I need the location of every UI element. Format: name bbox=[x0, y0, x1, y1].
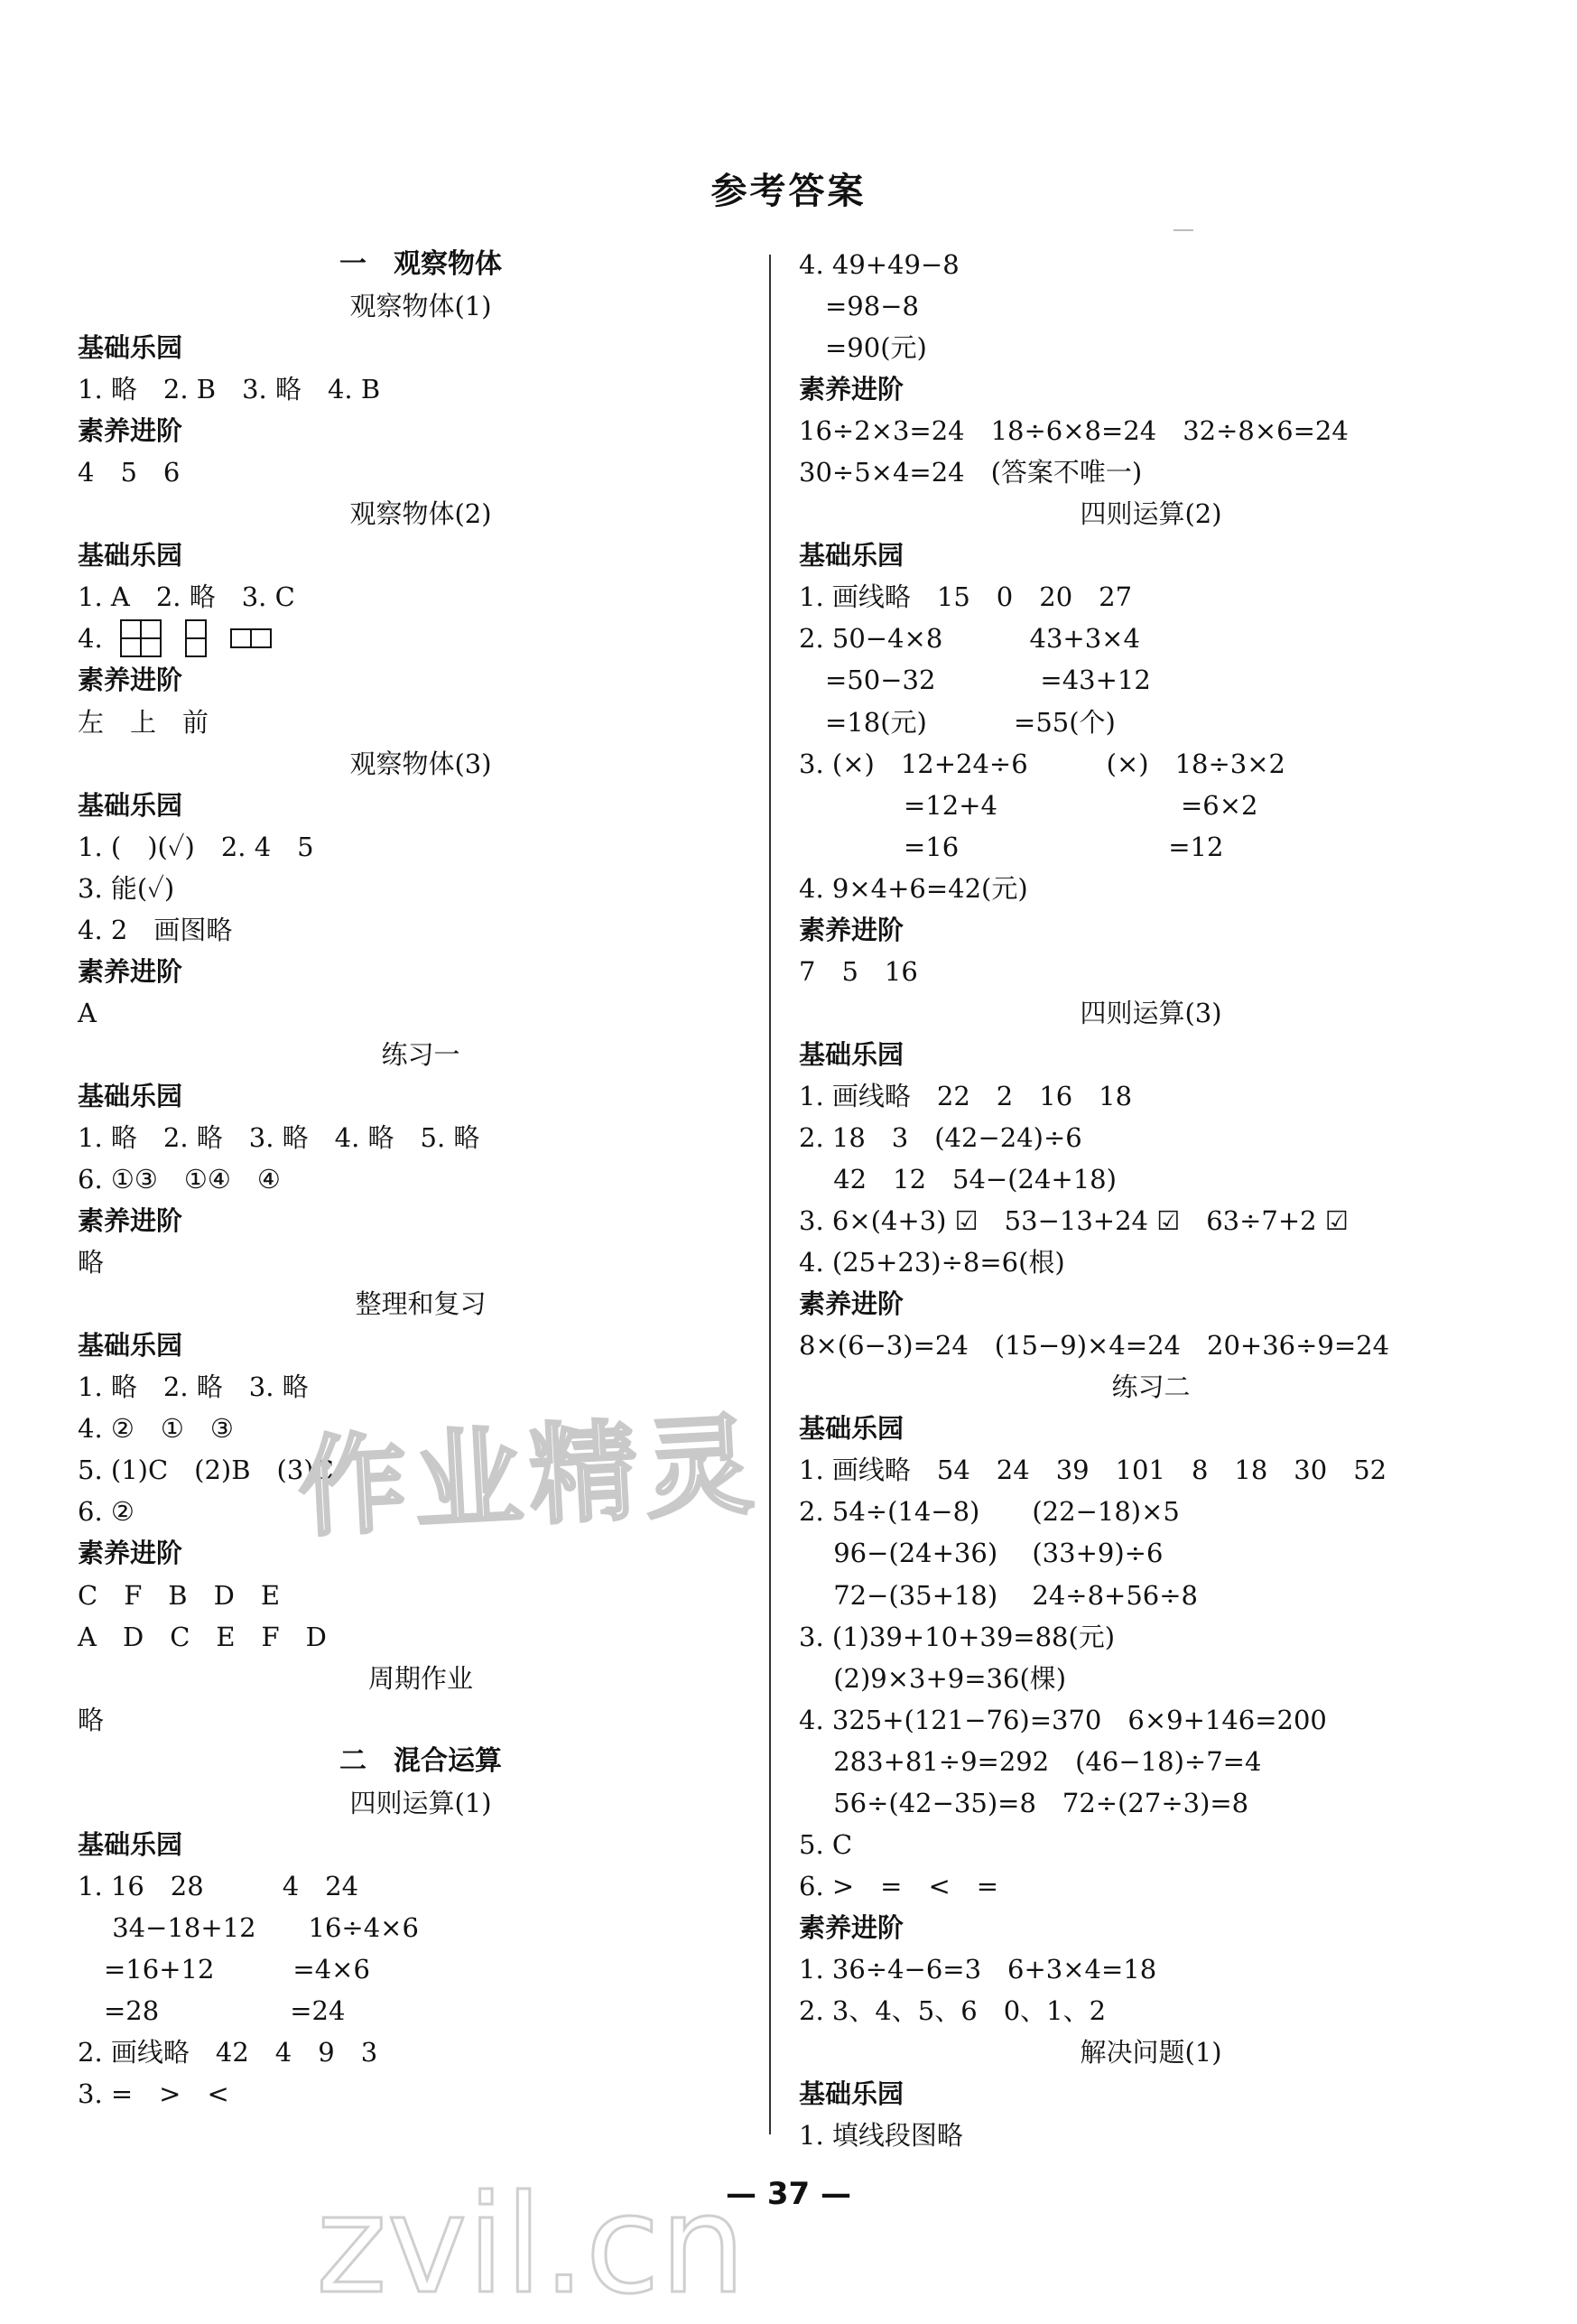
site-watermark: zvil.cn bbox=[316, 2167, 747, 2324]
right-column bbox=[799, 244, 1503, 2156]
answer-line: 1. 画线略 54 24 39 101 8 18 30 52 bbox=[799, 1455, 1387, 1486]
answer-line: 1. 略 2. 略 3. 略 bbox=[78, 1371, 309, 1403]
chapter-title: 二 混合运算 bbox=[339, 1744, 502, 1777]
answer-line: 1. 画线略 15 0 20 27 bbox=[799, 581, 1133, 613]
answer-line: (2)9×3+9=36(棵) bbox=[799, 1662, 1067, 1694]
answer-line: 5. C bbox=[799, 1828, 853, 1860]
column-divider bbox=[769, 255, 771, 2134]
section-title: 整理和复习 bbox=[355, 1288, 487, 1320]
grid-cell bbox=[141, 638, 161, 656]
section-title: 解决问题(1) bbox=[1080, 2037, 1222, 2068]
section-title: 周期作业 bbox=[367, 1662, 473, 1694]
answer-line: 2. 画线略 42 4 9 3 bbox=[78, 2037, 378, 2068]
answer-line: 8×(6−3)=24 (15−9)×4=24 20+36÷9=24 bbox=[799, 1330, 1390, 1362]
subsection-heading: 素养进阶 bbox=[78, 955, 183, 987]
answer-line: 42 12 54−(24+18) bbox=[799, 1164, 1117, 1195]
subsection-heading: 素养进阶 bbox=[799, 914, 904, 945]
answer-line: 1. 填线段图略 bbox=[799, 2120, 963, 2152]
page-number: — 37 — bbox=[726, 2176, 851, 2212]
subsection-heading: 基础乐园 bbox=[78, 332, 183, 364]
answer-line: 56÷(42−35)=8 72÷(27÷3)=8 bbox=[799, 1787, 1249, 1818]
answer-line: 4. 9×4+6=42(元) bbox=[799, 872, 1028, 904]
answer-line: 4 5 6 bbox=[78, 457, 181, 488]
subsection-heading: 素养进阶 bbox=[799, 1288, 904, 1320]
answer-line: =16+12 =4×6 bbox=[78, 1953, 370, 1985]
answer-line: 2. 3、4、5、6 0、1、2 bbox=[799, 1994, 1107, 2026]
answer-line: 4. 2 画图略 bbox=[78, 914, 233, 945]
answer-line: 6. > = < = bbox=[799, 1870, 999, 1901]
answer-line: =12+4 =6×2 bbox=[799, 789, 1258, 821]
answer-line: 1. 略 2. B 3. 略 4. B bbox=[78, 374, 381, 405]
subsection-heading: 素养进阶 bbox=[78, 665, 183, 696]
answer-line: 1. A 2. 略 3. C bbox=[78, 581, 295, 613]
answer-line: C F B D E bbox=[78, 1579, 281, 1611]
answer-line: 1. 36÷4−6=3 6+3×4=18 bbox=[799, 1953, 1157, 1985]
answer-line: 3. (×) 12+24÷6 (×) 18÷3×2 bbox=[799, 748, 1285, 779]
grid-cell bbox=[186, 638, 206, 656]
section-title: 四则运算(3) bbox=[1080, 997, 1222, 1028]
grid-cell bbox=[141, 620, 161, 638]
answer-line: 1. ( )(✓) 2. 4 5 bbox=[78, 831, 314, 862]
answer-line: 2. 50−4×8 43+3×4 bbox=[799, 623, 1140, 655]
grid-cell bbox=[186, 620, 206, 638]
subsection-heading: 基础乐园 bbox=[799, 1038, 904, 1070]
subsection-heading: 素养进阶 bbox=[78, 1205, 183, 1237]
subsection-heading: 素养进阶 bbox=[799, 374, 904, 405]
answer-line: 16÷2×3=24 18÷6×8=24 32÷8×6=24 bbox=[799, 415, 1349, 447]
answer-line: 2. 54÷(14−8) (22−18)×5 bbox=[799, 1496, 1180, 1528]
grid-cell bbox=[121, 638, 141, 656]
answer-line: 略 bbox=[78, 1247, 105, 1278]
answer-line: 1. 16 28 4 24 bbox=[78, 1870, 359, 1901]
answer-line: 5. (1)C (2)B (3)C bbox=[78, 1455, 334, 1486]
answer-label: 4. bbox=[78, 623, 103, 655]
grid-cell bbox=[251, 629, 271, 647]
answer-line: 略 bbox=[78, 1704, 105, 1735]
answer-line: 6. ② bbox=[78, 1496, 135, 1528]
answer-line: =18(元) =55(个) bbox=[799, 706, 1116, 738]
section-title: 练习二 bbox=[1111, 1371, 1191, 1403]
shape-answer-row bbox=[78, 618, 764, 659]
answer-line: 4. (25+23)÷8=6(根) bbox=[799, 1247, 1065, 1278]
page-title: 参考答案 bbox=[710, 171, 867, 212]
subsection-heading: 基础乐园 bbox=[78, 1828, 183, 1860]
answer-line: A bbox=[78, 997, 97, 1028]
answer-line: =28 =24 bbox=[78, 1994, 346, 2026]
subsection-heading: 基础乐园 bbox=[799, 540, 904, 572]
vertical-two-square-view bbox=[184, 618, 208, 658]
answer-line: 1. 画线略 22 2 16 18 bbox=[799, 1080, 1133, 1111]
subsection-heading: 基础乐园 bbox=[78, 540, 183, 572]
left-column bbox=[78, 244, 764, 2115]
answer-line: 96−(24+36) (33+9)÷6 bbox=[799, 1538, 1164, 1569]
answer-line: 3. 能(✓) bbox=[78, 872, 175, 904]
answer-line: =50−32 =43+12 bbox=[799, 665, 1151, 696]
answer-line: 3. 6×(4+3) ☑ 53−13+24 ☑ 63÷7+2 ☑ bbox=[799, 1205, 1349, 1237]
horizontal-two-square-view bbox=[229, 627, 273, 649]
answer-line: =98−8 bbox=[799, 291, 919, 322]
answer-line: 72−(35+18) 24÷8+56÷8 bbox=[799, 1579, 1198, 1611]
subsection-heading: 素养进阶 bbox=[78, 1538, 183, 1569]
section-title: 四则运算(2) bbox=[1080, 498, 1222, 530]
answer-line: 6. ①③ ①④ ④ bbox=[78, 1164, 281, 1195]
subsection-heading: 基础乐园 bbox=[78, 1330, 183, 1362]
watermark: 作业精灵 bbox=[295, 1402, 764, 1553]
subsection-heading: 基础乐园 bbox=[78, 789, 183, 821]
answer-line: 1. 略 2. 略 3. 略 4. 略 5. 略 bbox=[78, 1121, 480, 1153]
subsection-heading: 素养进阶 bbox=[78, 415, 183, 447]
answer-line: 左 上 前 bbox=[78, 706, 209, 738]
answer-line: 3. (1)39+10+39=88(元) bbox=[799, 1621, 1116, 1652]
answer-line: 7 5 16 bbox=[799, 955, 918, 987]
answer-line: 3. = > < bbox=[78, 2078, 229, 2110]
section-title: 四则运算(1) bbox=[349, 1787, 492, 1818]
section-title: 观察物体(3) bbox=[349, 748, 492, 779]
section-title: 观察物体(1) bbox=[349, 291, 492, 322]
section-title: 观察物体(2) bbox=[349, 498, 492, 530]
subsection-heading: 素养进阶 bbox=[799, 1911, 904, 1943]
scan-mark bbox=[1173, 229, 1193, 231]
subsection-heading: 基础乐园 bbox=[78, 1080, 183, 1111]
section-title: 练习一 bbox=[381, 1038, 460, 1070]
subsection-heading: 基础乐园 bbox=[799, 1413, 904, 1445]
answer-line: 283+81÷9=292 (46−18)÷7=4 bbox=[799, 1745, 1262, 1777]
answer-line: 4. 49+49−8 bbox=[799, 249, 960, 280]
answer-line: 4. 325+(121−76)=370 6×9+146=200 bbox=[799, 1704, 1327, 1735]
answer-line: A D C E F D bbox=[78, 1621, 327, 1652]
grid-cell bbox=[121, 620, 141, 638]
answer-line: =16 =12 bbox=[799, 831, 1224, 862]
answer-line: 2. 18 3 (42−24)÷6 bbox=[799, 1121, 1082, 1153]
four-square-view bbox=[119, 618, 162, 658]
answer-line: 30÷5×4=24 (答案不唯一) bbox=[799, 457, 1143, 488]
answer-line: 34−18+12 16÷4×6 bbox=[78, 1911, 419, 1943]
grid-cell bbox=[231, 629, 251, 647]
subsection-heading: 基础乐园 bbox=[799, 2078, 904, 2110]
chapter-title: 一 观察物体 bbox=[339, 248, 502, 280]
answer-line: =90(元) bbox=[799, 332, 927, 364]
answer-line: 4. ② ① ③ bbox=[78, 1413, 234, 1445]
